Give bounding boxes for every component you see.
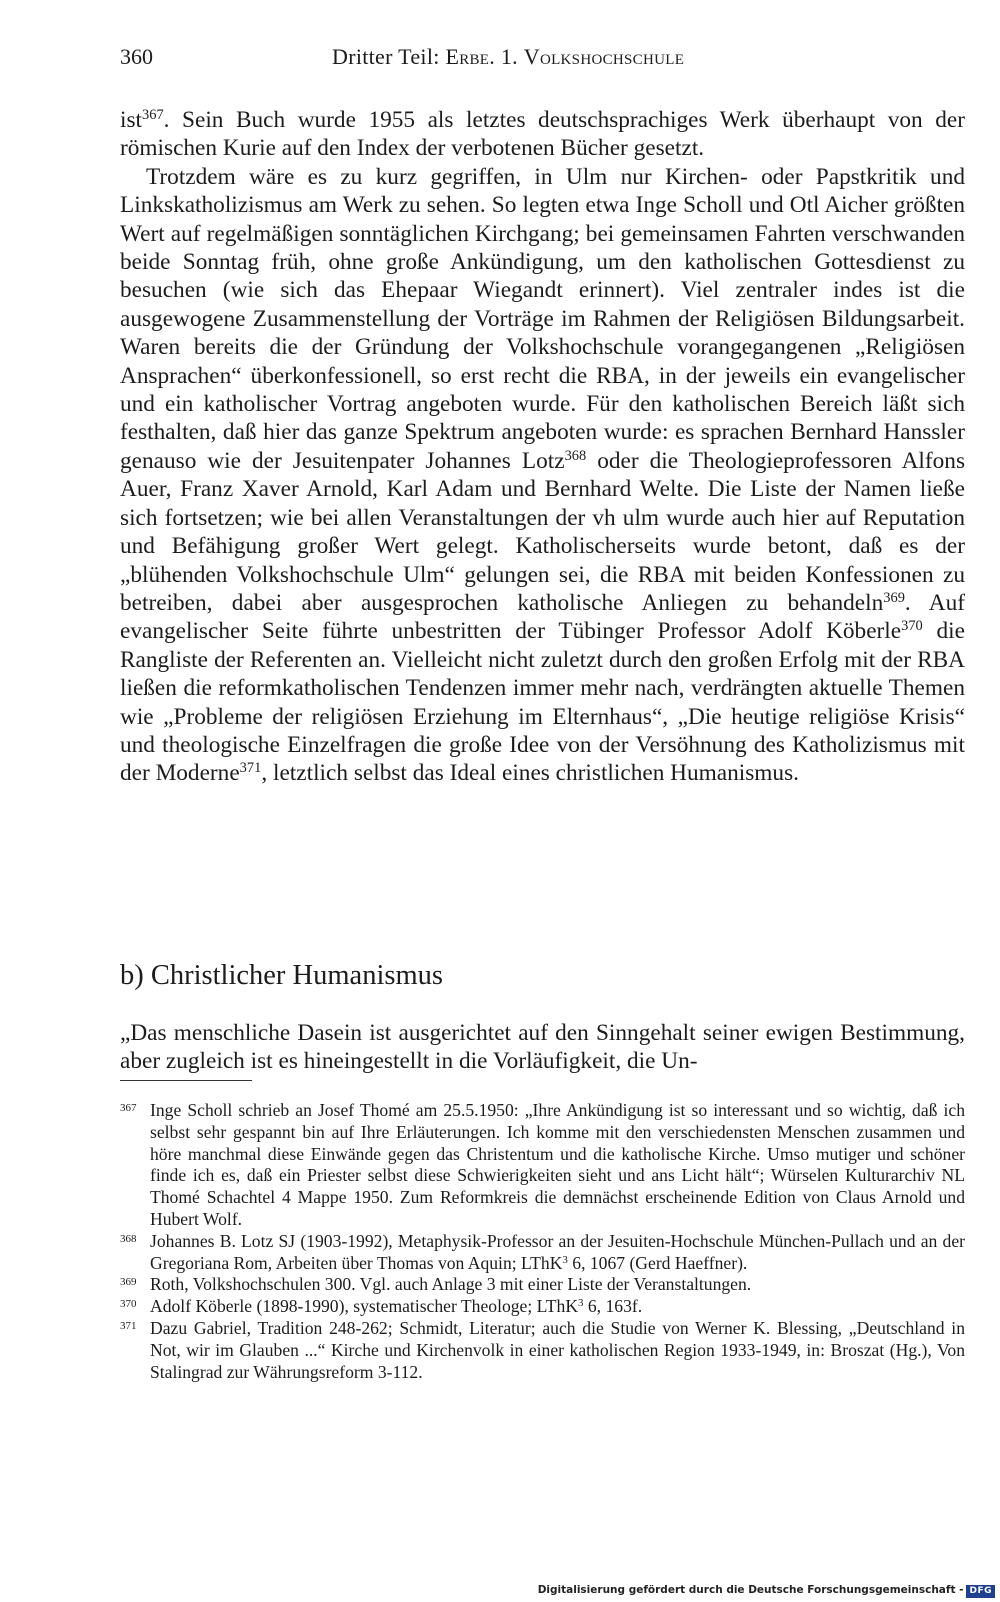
dfg-logo: DFG [966, 1585, 995, 1598]
footnote-number: 371 [120, 1319, 137, 1332]
footnote-text: 6, 163f. [583, 1296, 643, 1317]
footnote-ref-370[interactable]: 370 [901, 618, 923, 635]
digitization-credit [538, 1583, 995, 1598]
footnote-number: 370 [120, 1298, 137, 1311]
section-opening-quote: „Das menschliche Dasein ist ausgerichtet auf den Sinngehalt seiner ewigen Bestimmung, aber zugleich ist es hineingestellt in die Vorläufigkeit, die Un- [120, 1020, 965, 1075]
footnote-369 [120, 1274, 965, 1296]
footnote-370 [120, 1296, 965, 1318]
footnote-number: 368 [120, 1232, 137, 1245]
text-run: die Rangliste der Referenten an. Vielleicht nicht zuletzt durch den großen Erfolg mit der RBA ließen die reformkatholischen Tendenzen immer mehr nach, verdrängten aktuelle Themen wie „Probleme der religiösen Erziehung im Elternhaus“, „Die heutige religiöse Krisis“ und theologische Einzelfragen die große Idee von der Versöhnung des Katholizismus mit der Moderne [120, 618, 965, 787]
text-run: . Sein Buch wurde 1955 als letztes deutschsprachiges Werk überhaupt von der römischen Kurie auf den Index der verbotenen Bücher gesetzt. [120, 107, 965, 162]
footnote-text: Johannes B. Lotz SJ (1903-1992), Metaphysik-Professor an der Jesuiten-Hochschule München-Pullach und an der Gregoriana Rom, Arbeiten über Thomas von Aquin; LThK [150, 1230, 965, 1273]
page-number: 360 [120, 44, 153, 69]
footnote-number: 369 [120, 1276, 137, 1289]
footnote-367 [120, 1100, 965, 1231]
running-title-part: Erbe [445, 44, 490, 69]
footnote-text: 6, 1067 (Gerd Haeffner). [567, 1252, 748, 1273]
text-run: . Auf evangelischer Seite führte unbestritten der Tübinger Professor Adolf Köberle [120, 589, 965, 645]
footnote-number: 367 [120, 1102, 137, 1114]
footnote-divider [120, 1080, 252, 1081]
paragraph-religious-education [120, 163, 965, 788]
credit-text: Digitalisierung gefördert durch die Deutsche Forschungsgemeinschaft - [537, 1584, 964, 1596]
section-heading: b) Christlicher Humanismus [120, 960, 443, 991]
footnote-ref-368[interactable]: 368 [564, 447, 587, 464]
footnote-text: Dazu Gabriel, Tradition 248-262; Schmidt, Literatur; auch die Studie von Werner K. Blessing, „Deutschland in Not, wir im Glauben ...“ Kirche und Kirchenvolk in einer katholischen Region 1933-1949, in: Broszat (Hg.), Von Stalingrad zur Währungsreform 3-112. [150, 1317, 965, 1382]
main-text [120, 106, 965, 788]
running-title-prefix: Dritter Teil: [332, 44, 446, 69]
footnote-ref-367[interactable]: 367 [142, 107, 164, 124]
footnote-ref-369[interactable]: 369 [883, 589, 905, 606]
paragraph-continued [120, 106, 965, 163]
running-title-middle: . 1. [489, 44, 524, 69]
running-title-chapter: Volkshochschule [523, 44, 685, 69]
footnote-368 [120, 1231, 965, 1275]
footnote-371 [120, 1318, 965, 1383]
footnotes [120, 1100, 965, 1383]
running-title [332, 40, 684, 74]
text-run: ist [120, 107, 143, 133]
footnote-text: Adolf Köberle (1898-1990), systematischer Theologe; LThK [150, 1296, 579, 1317]
footnote-text: Roth, Volkshochschulen 300. Vgl. auch Anlage 3 mit einer Liste der Veranstaltungen. [150, 1274, 752, 1295]
text-run: , letztlich selbst das Ideal eines christlichen Humanismus. [261, 760, 799, 787]
text-run: oder die Theologieprofessoren Alfons Auer, Franz Xaver Arnold, Karl Adam und Bernhard Welte. Die Liste der Namen ließe sich fortsetzen; wie bei allen Veranstaltungen der vh ulm wurde auch hier auf Reputation und Befähigung großer Wert gelegt. Katholischerseits wurde betont, daß es der „blühenden Volkshochschule Ulm“ gelungen sei, die RBA mit beiden Konfessionen zu betreiben, dabei aber ausgesprochen katholische Anliegen zu behandeln [120, 447, 966, 616]
footnote-ref-371[interactable]: 371 [239, 760, 262, 777]
footnote-text: Inge Scholl schrieb an Josef Thomé am 25.5.1950: „Ihre Ankündigung ist so interessant und so wichtig, daß ich selbst sehr gespannt bin auf Ihre Erläuterungen. Ich komme mit den verschiedensten Menschen zusammen und höre manchmal diese Einwände gegen das Christentum und die katholische Kirche. Umso mutiger und schöner finde ich es, daß ein Priester selbst diese Schwierigkeiten sieht und ans Licht hält“; Würselen Kulturarchiv NL Thomé Schachtel 4 Mappe 1950. Zum Reformkreis die demnächst erscheinende Edition von Claus Arnold und Hubert Wolf. [150, 1100, 965, 1229]
running-head [120, 40, 965, 74]
text-run: Trotzdem wäre es zu kurz gegriffen, in Ulm nur Kirchen- oder Papstkritik und Linkskatholizismus am Werk zu sehen. So legten etwa Inge Scholl und Otl Aicher größten Wert auf regelmäßigen sonntäglichen Kirchgang; bei gemeinsamen Fahrten verschwanden beide Sonntag früh, ohne große Ankündigung, um den katholischen Gottesdienst zu besuchen (wie sich das Ehepaar Wiegandt erinnert). Viel zentraler indes ist die ausgewogene Zusammenstellung der Vorträge im Rahmen der Religiösen Bildungsarbeit. Waren bereits die der Gründung der Volkshochschule vorangegangenen „Religiösen Ansprachen“ überkonfessionell, so erst recht die RBA, in der jeweils ein evangelischer und ein katholischer Vortrag angeboten wurde. Für den katholischen Bereich läßt sich festhalten, daß hier das ganze Spektrum angeboten wurde: es sprachen Bernhard Hanssler genauso wie der Jesuitenpater Johannes Lotz [120, 163, 965, 474]
edition-superscript: 3 [578, 1297, 584, 1310]
edition-superscript: 3 [562, 1253, 568, 1266]
